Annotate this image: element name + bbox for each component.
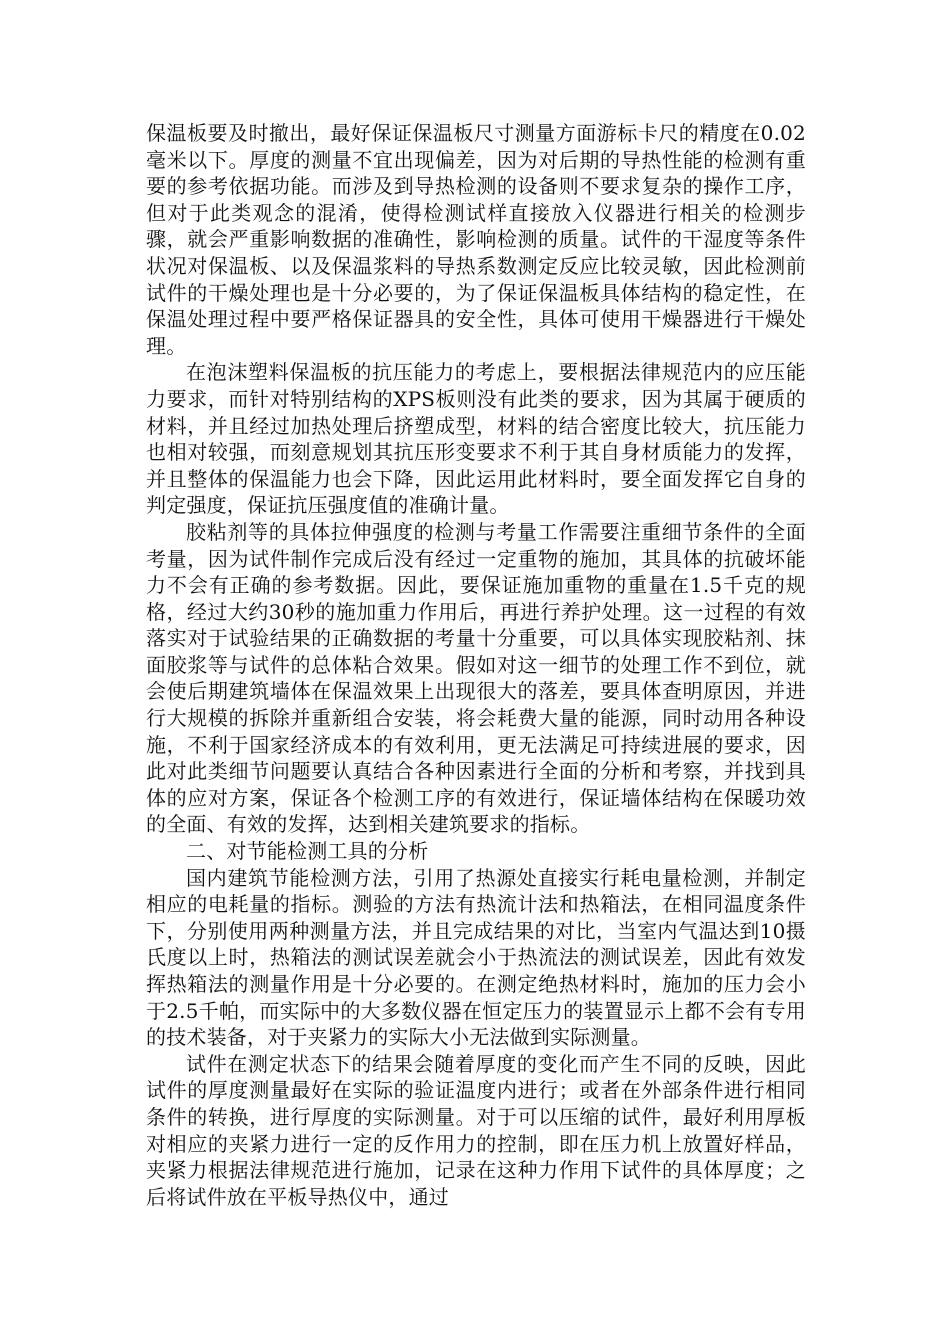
section-heading: 二、对节能检测工具的分析 [186,839,429,864]
paragraph-detection-methods: 国内建筑节能检测方法，引用了热源处直接实行耗电量检测，并制定相应的电耗量的指标。测验的方法有热流计法和热箱法，在相同温度条件下，分别使用两种测量方法，并且完成结果的对比，当室内气温达到10摄氏度以上时，热箱法的测试误差就会小于热流法的测试误差，因此有效发挥热箱法的测量作用是十分必要的。在测定绝热材料时，施加的压力会小于2.5千帕，而实际中的大多数仪器在恒定压力的装置显示上都不会有专用的技术装备，对于夹紧力的实际大小无法做到实际测量。 [146,865,806,1050]
paragraph-continued: 保温板要及时撤出，最好保证保温板尺寸测量方面游标卡尺的精度在0.02毫米以下。厚度的测量不宜出现偏差，因为对后期的导热性能的检测有重要的参考依据功能。而涉及到导热检测的设备则不要求复杂的操作工序，但对于此类观念的混淆，使得检测试样直接放入仪器进行相关的检测步骤，就会严重影响数据的准确性，影响检测的质量。试件的干湿度等条件状况对保温板、以及保温浆料的导热系数测定反应比较灵敏，因此检测前试件的干燥处理也是十分必要的，为了保证保温板具体结构的稳定性，在保温处理过程中要严格保证器具的安全性，具体可使用干燥器进行干燥处理。 [146,121,806,358]
paragraph-adhesive-strength: 胶粘剂等的具体拉伸强度的检测与考量工作需要注重细节条件的全面考量，因为试件制作完成后没有经过一定重物的施加，其具体的抗破坏能力不会有正确的参考数据。因此，要保证施加重物的重量在1.5千克的规格，经过大约30秒的施加重力作用后，再进行养护处理。这一过程的有效落实对于试验结果的正确数据的考量十分重要，可以具体实现胶粘剂、抹面胶浆等与试件的总体粘合效果。假如对这一细节的处理工作不到位，就会使后期建筑墙体在保温效果上出现很大的落差，要具体查明原因，并进行大规模的拆除并重新组合安装，将会耗费大量的能源，同时动用各种设施，不利于国家经济成本的有效利用，更无法满足可持续进展的要求，因此对此类细节问题要认真结合各种因素进行全面的分析和考察，并找到具体的应对方案，保证各个检测工序的有效进行，保证墙体结构在保暖功效的全面、有效的发挥，达到相关建筑要求的指标。 [146,519,806,837]
paragraph-specimen-thickness: 试件在测定状态下的结果会随着厚度的变化而产生不同的反映，因此试件的厚度测量最好在实际的验证温度内进行；或者在外部条件进行相同条件的转换，进行厚度的实际测量。对于可以压缩的试件，最好利用厚板对相应的夹紧力进行一定的反作用力的控制，即在压力机上放置好样品，夹紧力根据法律规范进行施加，记录在这种力作用下试件的具体厚度；之后将试件放在平板导热仪中，通过 [146,1051,806,1209]
paragraph-compressive-strength: 在泡沫塑料保温板的抗压能力的考虑上，要根据法律规范内的应压能力要求，而针对特别结构的XPS板则没有此类的要求，因为其属于硬质的材料，并且经过加热处理后挤塑成型，材料的结合密度比较大，抗压能力也相对较强，而刻意规划其抗压形变要求不利于其自身材质能力的发挥，并且整体的保温能力也会下降，因此运用此材料时，要全面发挥它自身的判定强度，保证抗压强度值的准确计量。 [146,360,806,518]
document-body [146,120,806,1210]
